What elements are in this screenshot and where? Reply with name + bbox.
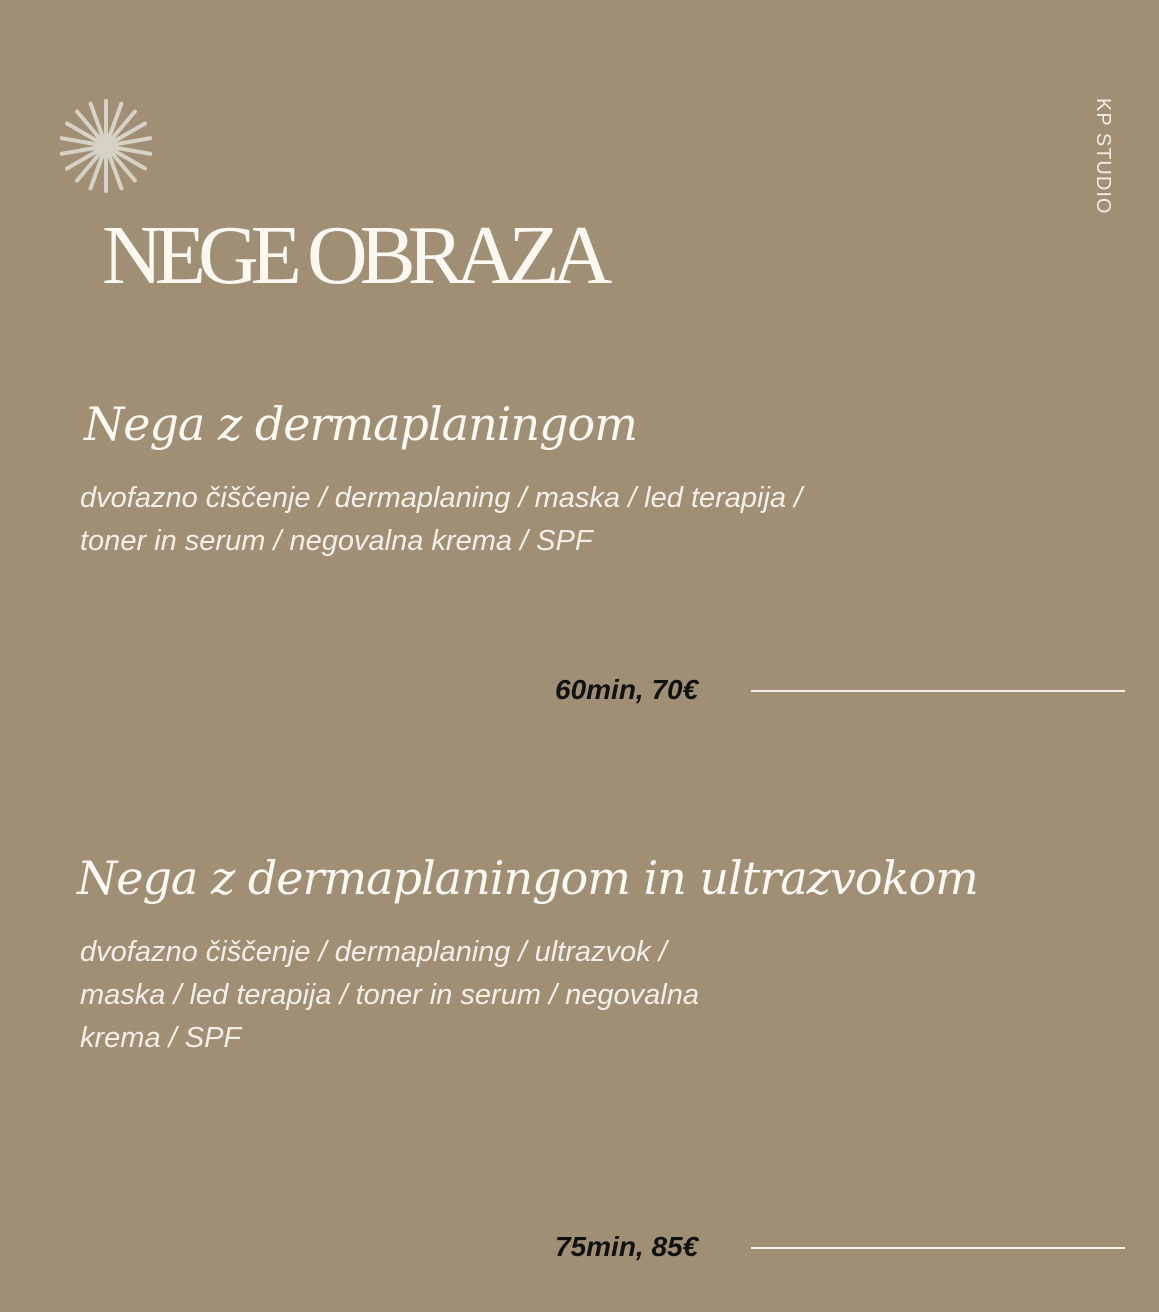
service-description <box>80 931 699 1060</box>
price-label: 75min, 85€ <box>555 1231 699 1262</box>
price-divider <box>751 1247 1125 1249</box>
service-title: Nega z dermaplaningom in ultrazvokom <box>77 851 978 905</box>
price-label: 60min, 70€ <box>555 674 699 705</box>
description-line: krema / SPF <box>80 1022 242 1054</box>
brand-side-text: KP STUDIO <box>1092 98 1114 215</box>
price-row <box>0 1227 1159 1267</box>
description-line: dvofazno čiščenje / dermaplaning / maska / led terapija / <box>80 482 803 514</box>
price-row <box>0 670 1159 710</box>
description-line: dvofazno čiščenje / dermaplaning / ultrazvok / <box>80 936 667 968</box>
page-title: NEGE OBRAZA <box>102 209 605 302</box>
service-title: Nega z dermaplaningom <box>84 397 637 451</box>
sunburst-icon <box>56 96 156 196</box>
service-description <box>80 477 802 563</box>
price-divider <box>751 690 1125 692</box>
description-line: maska / led terapija / toner in serum / negovalna <box>80 979 699 1011</box>
description-line: toner in serum / negovalna krema / SPF <box>80 525 593 557</box>
